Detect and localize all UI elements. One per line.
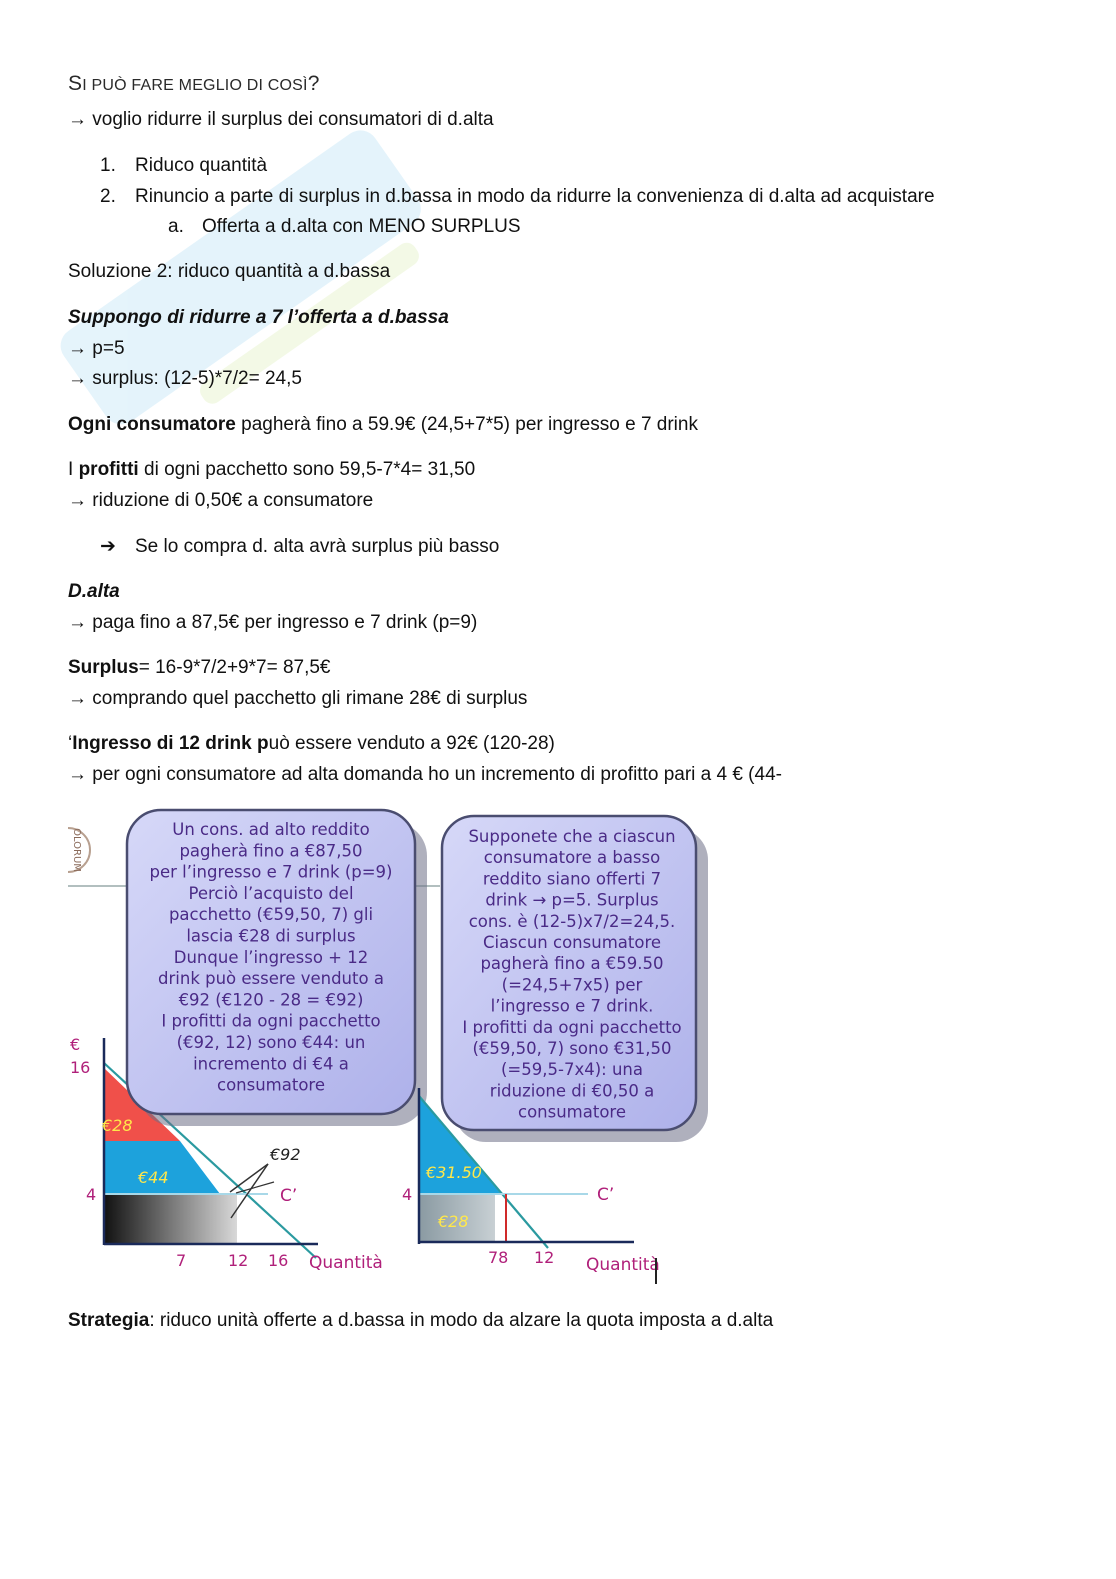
- left-callout-box: [127, 810, 427, 1126]
- callout-line: per l’ingresso e 7 drink (p=9): [149, 862, 393, 882]
- callout-line: Supponete che a ciascun: [468, 827, 676, 846]
- callout-line: €92 (€120 - 28 = €92): [178, 990, 364, 1010]
- text-line: → p=5: [68, 338, 125, 359]
- callout-line: consumatore: [217, 1075, 325, 1095]
- text-line: Soluzione 2: riduco quantità a d.bassa: [68, 261, 391, 282]
- callout-line: pagherà fino a €87,50: [179, 841, 363, 861]
- list-item: Rinuncio a parte di surplus in d.bassa in modo da ridurre la convenienza di d.alta ad acquistare: [135, 186, 935, 207]
- list-number: 1.: [100, 155, 116, 176]
- callout-line: lascia €28 di surplus: [186, 926, 356, 946]
- callout-line: pacchetto (€59,50, 7) gli: [168, 905, 374, 925]
- callout-line: I profitti da ogni pacchetto: [161, 1011, 381, 1031]
- list-letter: a.: [168, 216, 184, 237]
- subheading: Suppongo di ridurre a 7 l’offerta a d.bassa: [68, 307, 449, 328]
- bullet-item: Se lo compra d. alta avrà surplus più basso: [135, 536, 500, 557]
- text-line: → surplus: (12-5)*7/2= 24,5: [68, 368, 302, 389]
- arrow-icon: →: [68, 109, 87, 130]
- callout-line: I profitti da ogni pacchetto: [462, 1017, 682, 1037]
- callout-line: drink può essere venduto a: [158, 969, 384, 989]
- callout-line: riduzione di €0,50 a: [489, 1081, 655, 1101]
- svg-text:OLORUM: OLORUM: [71, 828, 82, 872]
- arrow-icon: →: [68, 764, 87, 785]
- svg-text:C’: C’: [280, 1186, 298, 1206]
- text-line: → voglio ridurre il surplus dei consumatori di d.alta: [68, 109, 494, 130]
- list-number: 2.: [100, 186, 116, 207]
- svg-text:€28: €28: [438, 1212, 469, 1231]
- callout-line: Perciò l’acquisto del: [188, 883, 354, 903]
- text-line: → riduzione di 0,50€ a consumatore: [68, 490, 374, 511]
- text-line: I profitti di ogni pacchetto sono 59,5-7*4= 31,50: [68, 459, 476, 480]
- svg-text:€31.50: €31.50: [426, 1163, 482, 1182]
- text-line: → comprando quel pacchetto gli rimane 28€ di surplus: [68, 688, 528, 709]
- callout-line: Un cons. ad alto reddito: [172, 820, 370, 839]
- arrow-icon: →: [68, 368, 87, 389]
- area-cost: [104, 1194, 237, 1243]
- arrow-icon: →: [68, 688, 87, 709]
- text-line: → per ogni consumatore ad alta domanda ho un incremento di profitto pari a 4 € (44-: [68, 764, 782, 785]
- svg-text:C’: C’: [597, 1185, 615, 1205]
- callout-line: consumatore: [518, 1102, 626, 1122]
- svg-text:12: 12: [228, 1251, 249, 1270]
- text-line: Surplus= 16-9*7/2+9*7= 87,5€: [68, 657, 331, 678]
- svg-text:Quantità: Quantità: [586, 1255, 660, 1275]
- svg-text:€28: €28: [102, 1116, 133, 1135]
- callout-line: Ciascun consumatore: [482, 933, 662, 952]
- callout-line: incremento di €4 a: [193, 1054, 349, 1074]
- svg-text:€92: €92: [270, 1145, 301, 1164]
- arrow-icon: →: [68, 612, 87, 633]
- callout-line: (=24,5+7x5) per: [501, 975, 643, 995]
- svg-text:€44: €44: [138, 1168, 169, 1187]
- list-item: Riduco quantità: [135, 155, 268, 176]
- svg-text:4: 4: [402, 1185, 413, 1204]
- svg-text:78: 78: [488, 1248, 509, 1267]
- page-heading: SI PUÒ FARE MEGLIO DI COSÌ?: [68, 72, 320, 95]
- callout-line: consumatore a basso: [483, 848, 661, 868]
- svg-text:16: 16: [268, 1251, 289, 1270]
- callout-line: drink → p=5. Surplus: [485, 890, 659, 910]
- svg-text:Quantità: Quantità: [309, 1253, 383, 1273]
- callout-line: l’ingresso e 7 drink.: [490, 996, 654, 1016]
- callout-line: reddito siano offerti 7: [482, 869, 662, 889]
- text-line: Strategia: riduco unità offerte a d.bassa in modo da alzare la quota imposta a d.alta: [68, 1310, 774, 1331]
- list-subitem: Offerta a d.alta con MENO SURPLUS: [202, 216, 521, 237]
- subheading: D.alta: [68, 581, 120, 602]
- callout-line: cons. è (12-5)x7/2=24,5.: [468, 911, 676, 931]
- svg-text:4: 4: [86, 1185, 97, 1204]
- arrow-icon: →: [68, 338, 87, 359]
- callout-line: (€92, 12) sono €44: un: [176, 1033, 366, 1052]
- slide-figure: [68, 808, 708, 1290]
- callout-line: (€59,50, 7) sono €31,50: [472, 1039, 672, 1058]
- bullet-arrow-icon: ➔: [100, 536, 116, 557]
- text-line: → paga fino a 87,5€ per ingresso e 7 drink (p=9): [68, 612, 478, 633]
- text-line: ‘Ingresso di 12 drink può essere venduto a 92€ (120-28): [68, 733, 555, 754]
- pointer-line: [230, 1164, 268, 1192]
- svg-text:16: 16: [70, 1058, 91, 1077]
- svg-text:7: 7: [176, 1251, 187, 1270]
- svg-text:€: €: [70, 1035, 81, 1054]
- callout-line: Dunque l’ingresso + 12: [173, 947, 369, 967]
- seal-logo: [68, 828, 90, 872]
- arrow-icon: →: [68, 490, 87, 511]
- right-callout-box: [442, 816, 708, 1142]
- svg-text:12: 12: [534, 1248, 555, 1267]
- text-line: Ogni consumatore pagherà fino a 59.9€ (24,5+7*5) per ingresso e 7 drink: [68, 414, 698, 435]
- callout-line: pagherà fino a €59.50: [480, 954, 664, 974]
- callout-line: (=59,5-7x4): una: [501, 1060, 643, 1080]
